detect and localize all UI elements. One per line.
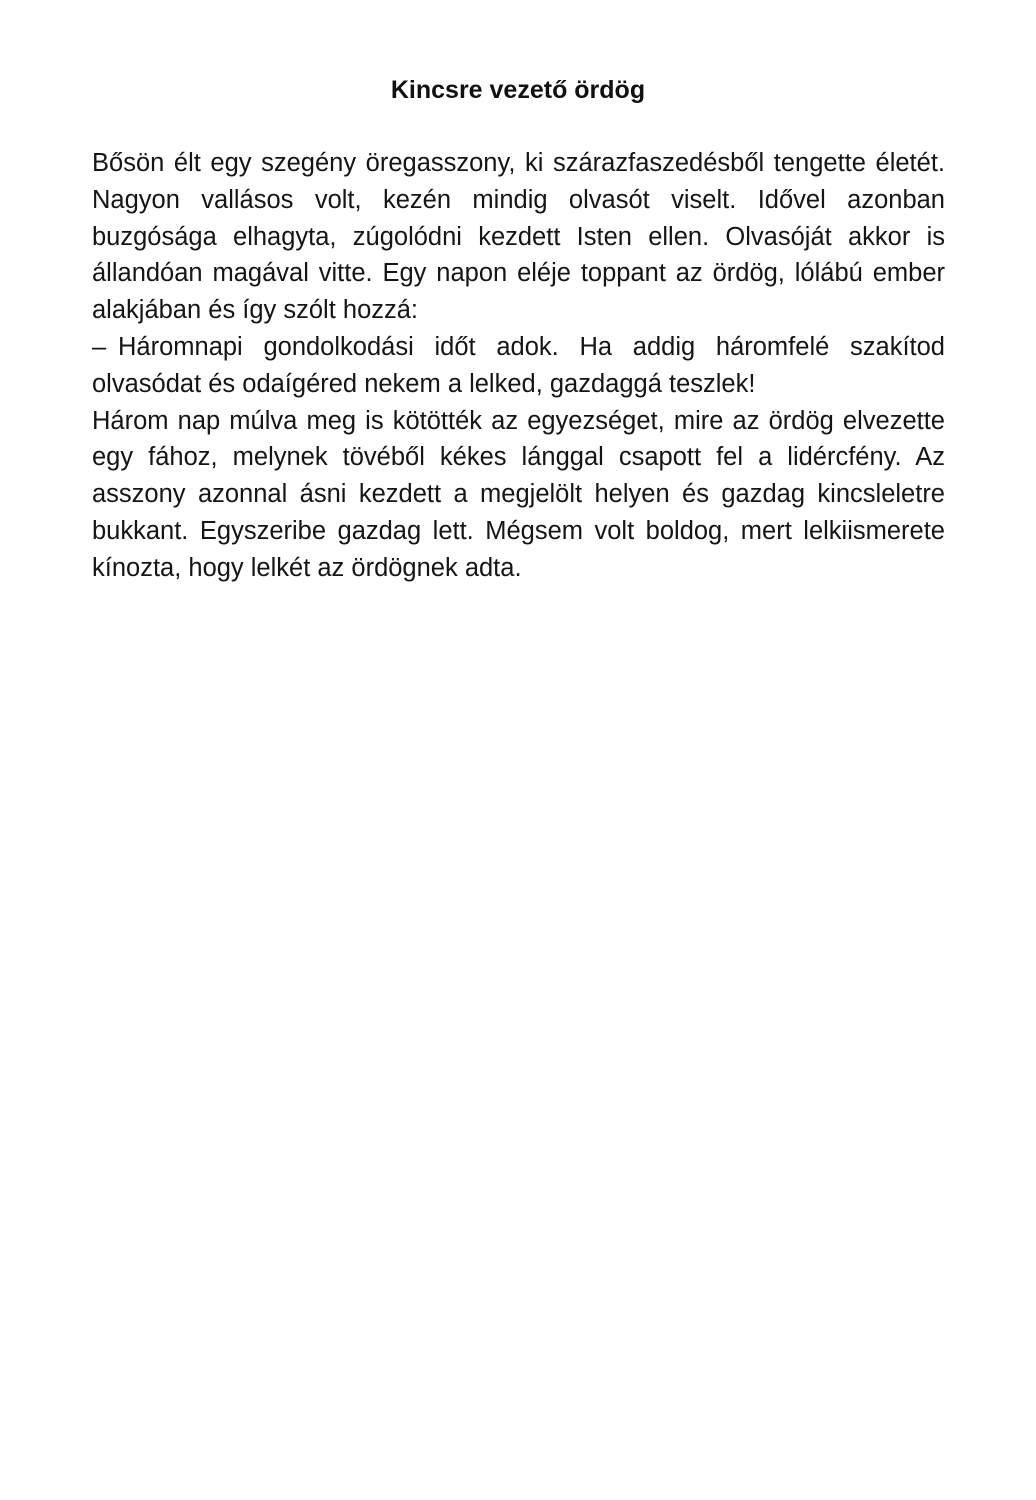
dialogue-dash: – — [92, 332, 107, 361]
paragraph-intro: Bősön élt egy szegény öregasszony, ki szárazfaszedésből tengette életét. Nagyon vallásos volt, kezén mindig olvasót viselt. Idővel azonban buzgósága elhagyta, zúgolódni kezdett Isten ellen. Olvasóját akkor is állandóan magával vitte. Egy napon eléje toppant az ördög, lólábú ember alakjában és így szólt hozzá: — [92, 149, 945, 325]
dialogue-text: Háromnapi gondolkodási időt adok. Ha addig háromfelé szakítod olvasódat és odaígéred nekem a lelked, gazdaggá teszlek! — [92, 332, 945, 398]
paragraph-ending: Három nap múlva meg is kötötték az egyezséget, mire az ördög elvezette egy fához, melynek tövéből kékes lánggal csapott fel a lidércfény. Az asszony azonnal ásni kezdett a megjelölt helyen és gazdag kincsleletre bukkant. Egyszeribe gazdag lett. Mégsem volt boldog, mert lelkiismerete kínozta, hogy lelkét az ördögnek adta. — [92, 406, 945, 582]
document-body — [92, 145, 945, 587]
paragraph-dialogue — [92, 329, 945, 403]
document-title: Kincsre vezető ördög — [390, 76, 646, 104]
